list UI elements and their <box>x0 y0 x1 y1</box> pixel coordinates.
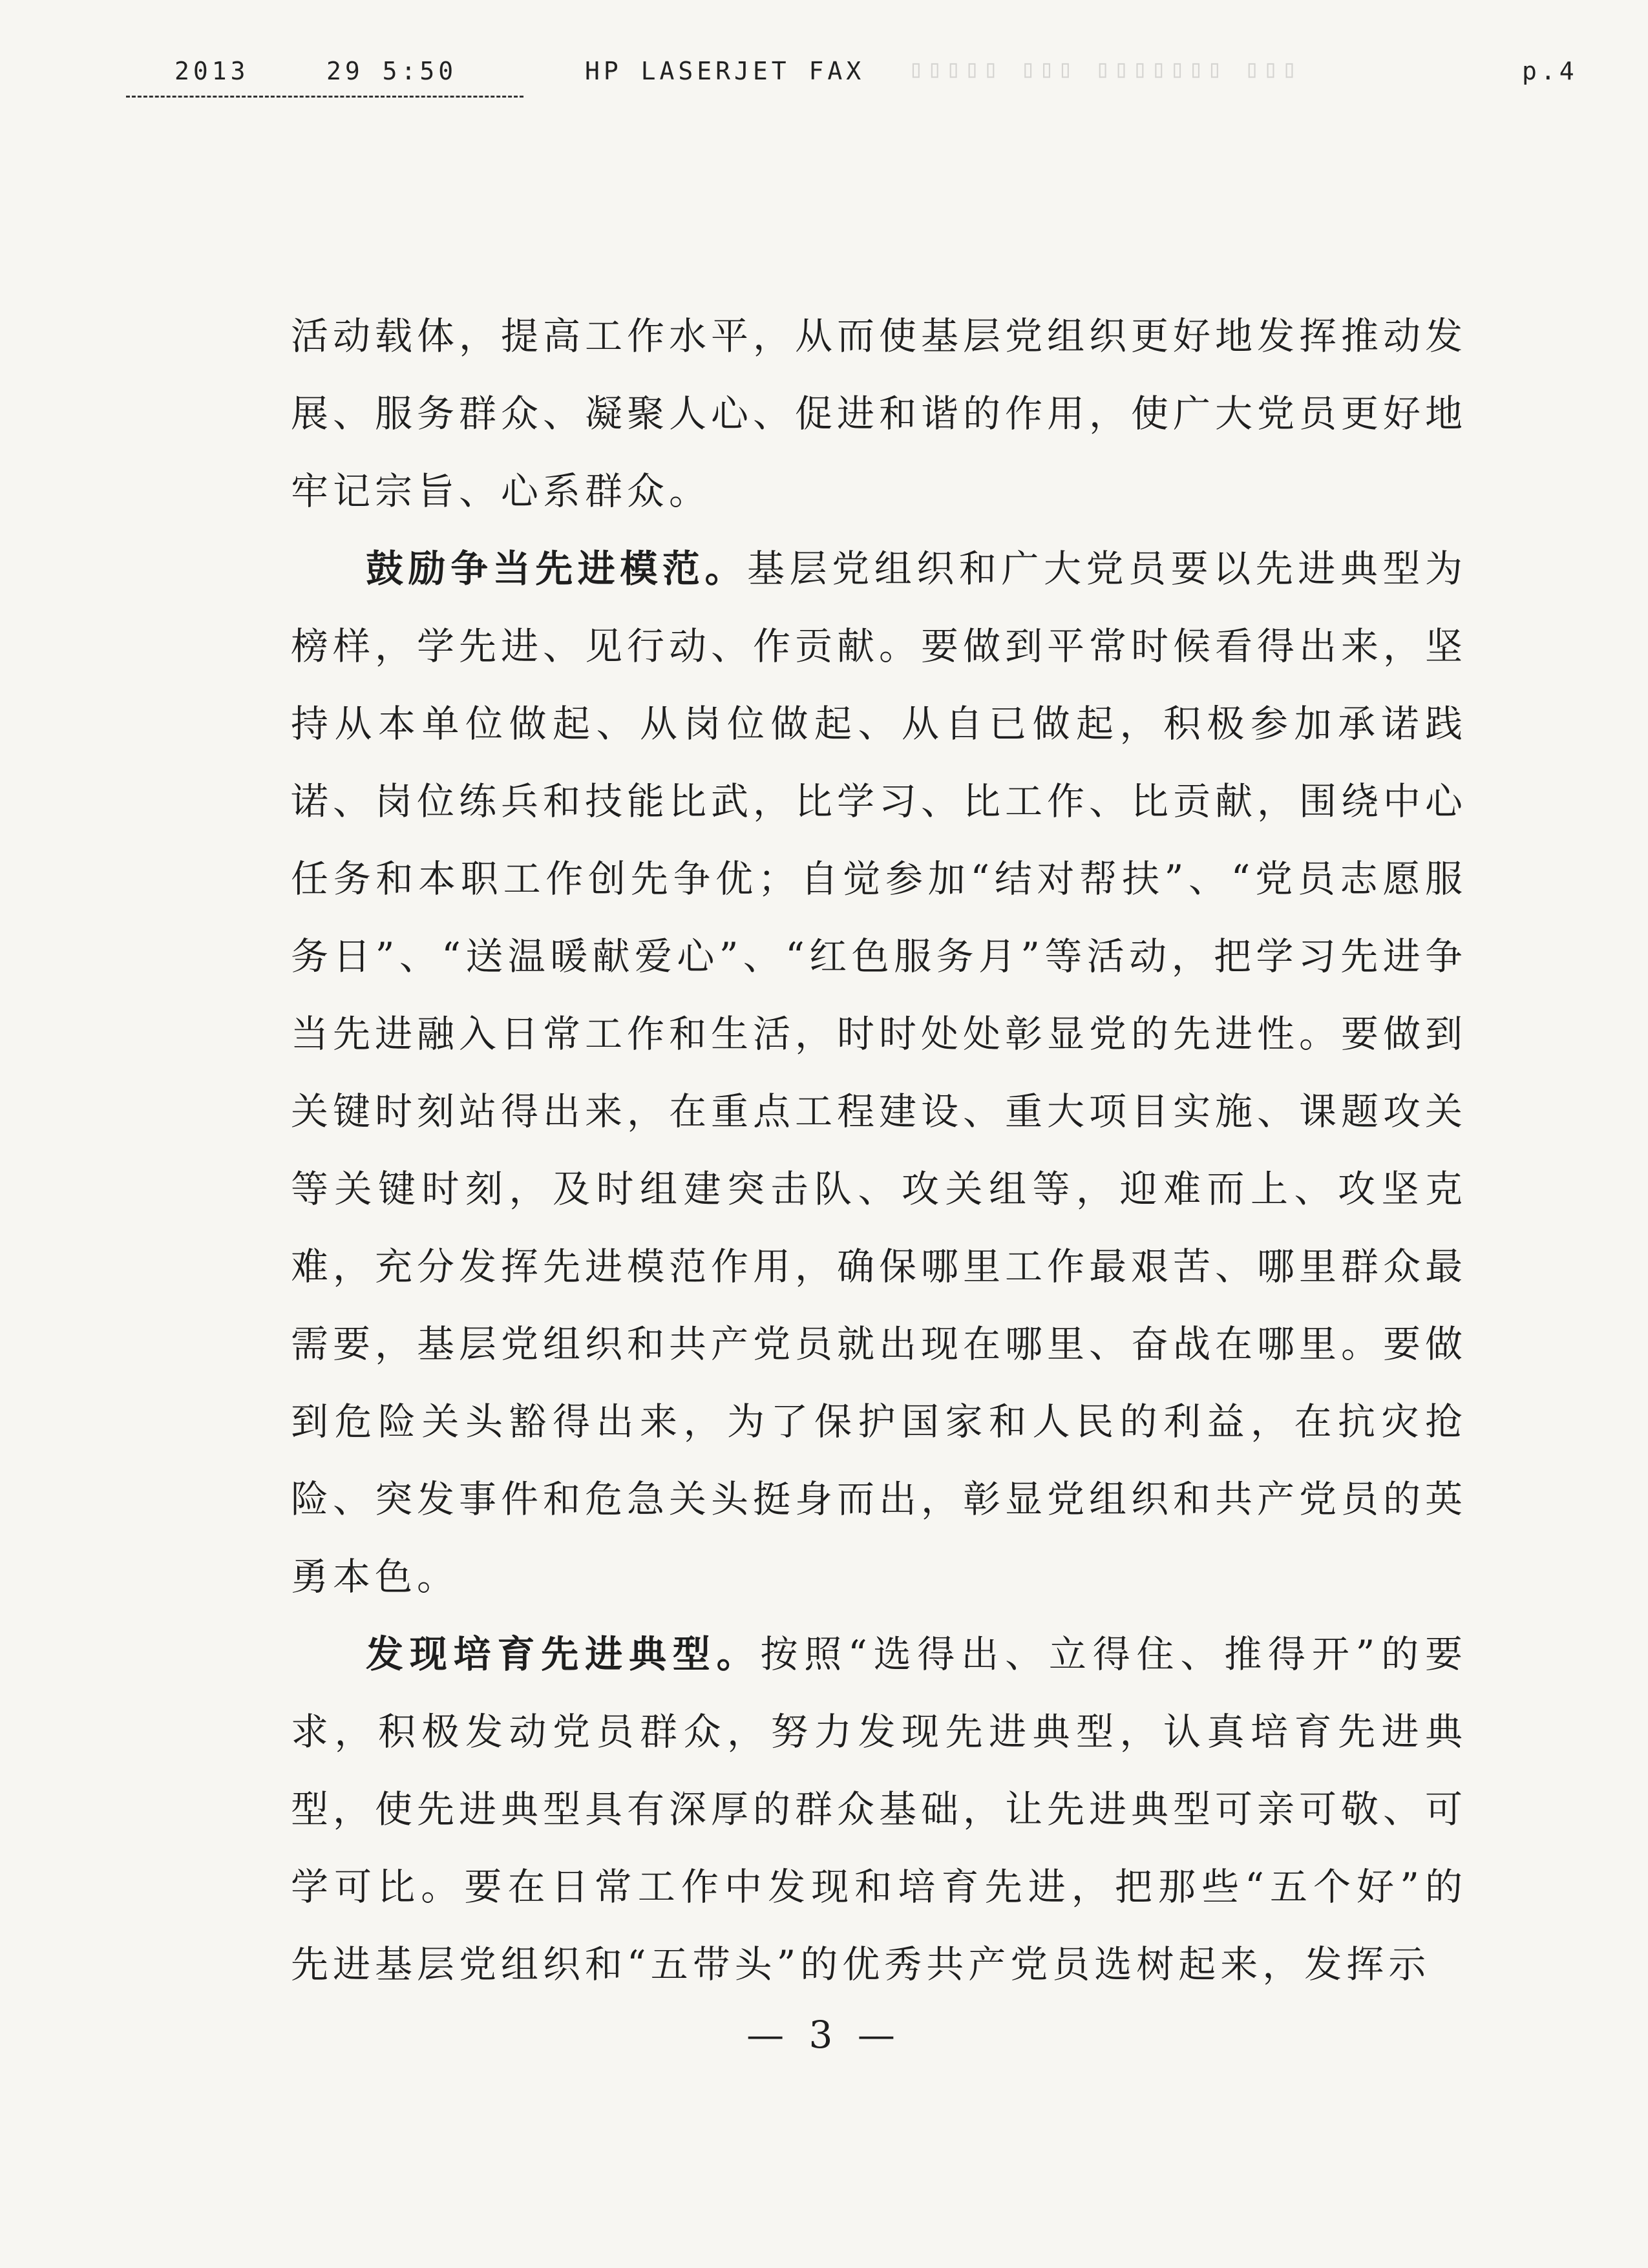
document-body <box>291 297 1467 2003</box>
show-through-header: ▯▯▯ ▯▯▯▯▯▯▯ ▯▯▯ ▯▯▯▯▯ <box>905 54 1297 83</box>
fax-year: 2013 <box>174 57 249 85</box>
page-number: — 3 — <box>746 2013 902 2057</box>
fax-datetime: 29 5:50 <box>326 57 458 85</box>
fax-header <box>0 0 1648 110</box>
paragraph-3-text: 按照“选得出、立得住、推得开”的要求，积极发动党员群众，努力发现先进典型，认真培育先进典型，使先进典型具有深厚的群众基础，让先进典型可亲可敬、可学可比。要在日常工作中发现和培育先进，把那些“五个好”的先进基层党组织和“五带头”的优秀共产党员选树起来，发挥示 <box>291 1632 1468 1986</box>
paragraph-3 <box>291 1615 1467 2003</box>
paragraph-3-heading: 发现培育先进典型。 <box>366 1632 761 1676</box>
paragraph-1-text: 活动载体，提高工作水平，从而使基层党组织更好地发挥推动发展、服务群众、凝聚人心、促进和谐的作用，使广大党员更好地牢记宗旨、心系群众。 <box>291 314 1468 513</box>
paragraph-2-text: 基层党组织和广大党员要以先进典型为榜样，学先进、见行动、作贡献。要做到平常时候看得出来，坚持从本单位做起、从岗位做起、从自已做起，积极参加承诺践诺、岗位练兵和技能比武，比学习、比工作、比贡献，围绕中心任务和本职工作创先争优；自觉参加“结对帮扶”、“党员志愿服务日”、“送温暖献爱心”、“红色服务月”等活动，把学习先进争当先进融入日常工作和生活，时时处处彰显党的先进性。要做到关键时刻站得出来，在重点工程建设、重大项目实施、课题攻关等关键时刻，及时组建突击队、攻关组等，迎难而上、攻坚克难，充分发挥先进模范作用，确保哪里工作最艰苦、哪里群众最需要，基层党组织和共产党员就出现在哪里、奋战在哪里。要做到危险关头豁得出来，为了保护国家和人民的利益，在抗灾抢险、突发事件和危急关头挺身而出，彰显党组织和共产党员的英勇本色。 <box>291 547 1468 1599</box>
paragraph-2 <box>291 530 1467 1615</box>
fax-device: HP LASERJET FAX <box>585 57 865 85</box>
fax-page-indicator: p.4 <box>1522 57 1578 85</box>
fax-header-rule <box>126 96 523 98</box>
paragraph-1 <box>291 297 1467 530</box>
paragraph-2-heading: 鼓励争当先进模范。 <box>366 547 748 591</box>
